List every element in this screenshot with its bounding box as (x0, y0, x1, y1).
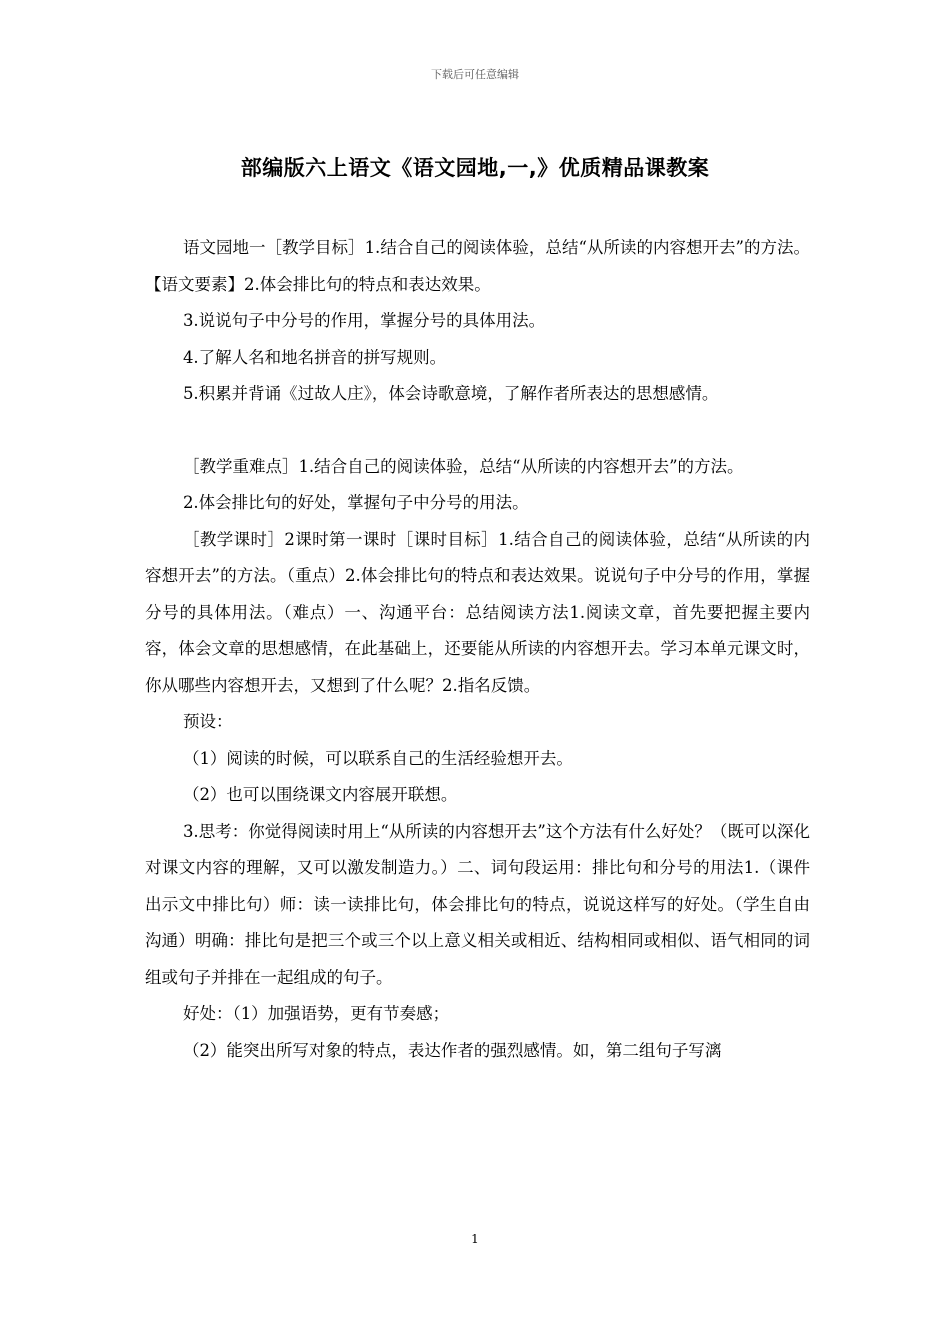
header-note: 下载后可任意编辑 (431, 68, 519, 81)
paragraph: 5.积累并背诵《过故人庄》，体会诗歌意境，了解作者所表达的思想感情。 (182, 384, 719, 403)
paragraph: ［教学重难点］1.结合自己的阅读体验，总结“从所读的内容想开去”的方法。 (182, 456, 744, 476)
paragraph: 2.体会排比句的好处，掌握句子中分号的用法。 (182, 493, 529, 512)
document-body (145, 230, 810, 1069)
document-title: 部编版六上语文《语文园地,一,》优质精品课教案 (240, 156, 710, 180)
paragraph: 3.思考：你觉得阅读时用上“从所读的内容想开去”这个方法有什么好处？（既可以深化对课文内容的理解，又可以激发制造力。）二、词句段运用：排比句和分号的用法1.（课件出示文中排比句）师：读一读排比句，体会排比句的特点，说说这样写的好处。（学生自由沟通）明确：排比句是把三个或三个以上意义相关或相近、结构相同或相似、语气相同的词组或句子并排在一起组成的句子。 (145, 821, 810, 987)
paragraph: 4.了解人名和地名拼音的拼写规则。 (182, 347, 447, 367)
paragraph: 3.说说句子中分号的作用，掌握分号的具体用法。 (182, 311, 546, 330)
paragraph: 预设： (182, 712, 233, 731)
paragraph: 语文园地一［教学目标］1.结合自己的阅读体验，总结“从所读的内容想开去”的方法。【语文要素】2.体会排比句的特点和表达效果。 (145, 238, 810, 294)
paragraph: 好处：（1）加强语势，更有节奏感； (182, 1004, 450, 1023)
paragraph: ［教学课时］2课时第一课时［课时目标］1.结合自己的阅读体验，总结“从所读的内容想开去”的方法。（重点）2.体会排比句的特点和表达效果。说说句子中分号的作用，掌握分号的具体用法。（难点）一、沟通平台：总结阅读方法1.阅读文章，首先要把握主要内容，体会文章的思想感情，在此基础上，还要能从所读的内容想开去。学习本单元课文时，你从哪些内容想开去，又想到了什么呢？2.指名反馈。 (145, 529, 810, 695)
paragraph: （2）也可以围绕课文内容展开联想。 (182, 785, 458, 804)
page-number: 1 (471, 1232, 479, 1246)
paragraph: （2）能突出所写对象的特点，表达作者的强烈感情。如，第二组句子写漓 (182, 1040, 722, 1060)
paragraph: （1）阅读的时候，可以联系自己的生活经验想开去。 (182, 748, 573, 768)
